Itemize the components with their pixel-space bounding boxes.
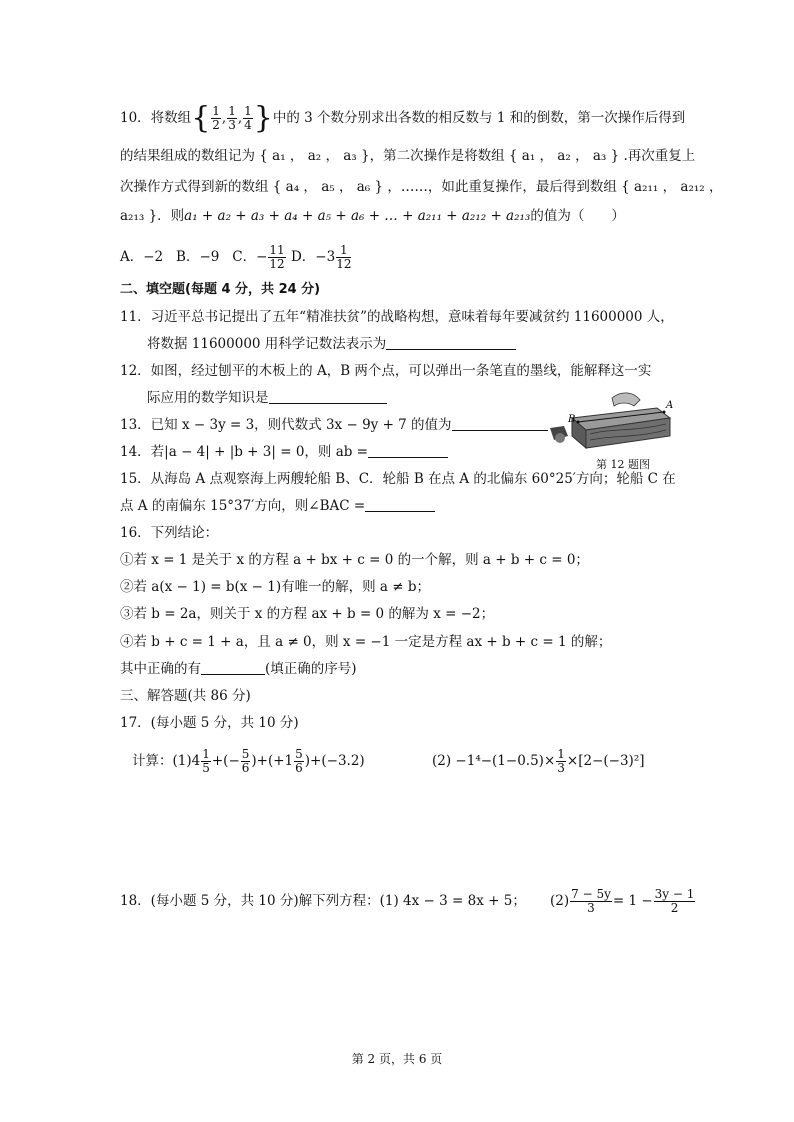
q10-text-post: 中的 3 个数分别求出各数的相反数与 1 和的倒数，第一次操作后得到 (272, 110, 686, 126)
brace-right: } (253, 100, 273, 136)
option-d: D．−3 $\frac{1}{12}$ (290, 243, 352, 271)
answer-blank[interactable] (365, 497, 435, 512)
q16-statement-2: ②若 a(x − 1) = b(x − 1)有唯一的解，则 a ≠ b； (120, 579, 431, 595)
answer-blank[interactable] (452, 416, 548, 431)
q10-line4: a₂₁₃ }．则a₁ + a₂ + a₃ + a₄ + a₅ + a₆ + … + a₂₁₁ + a₂₁₂ + a₂₁₃的值为（ ） (120, 208, 625, 224)
option-b: B．−9 (176, 249, 220, 265)
q12-line2: 际应用的数学知识是 (147, 388, 387, 408)
q13-line: 13．已知 x − 3y = 3，则代数式 3x − 9y + 7 的值为 (120, 415, 548, 435)
answer-blank[interactable] (201, 660, 265, 675)
q18-heading: 18．(每小题 5 分，共 10 分)解下列方程：(1) 4x − 3 = 8x + 5； (120, 893, 526, 909)
q17-part1: 计算：(1)4 $\frac{1}{5}$ +(− $\frac{5}{6}$ )+(+1 $\frac{5}{6}$ )+(−3.2) (132, 747, 365, 775)
q11-line2: 将数据 11600000 用科学记数法表示为 (147, 334, 516, 354)
option-c: C．− $\frac{11}{12}$ (232, 243, 285, 271)
wood-board-illustration (542, 388, 674, 463)
q10-frac-2: $\frac{1}{3}$ (228, 104, 236, 132)
page-footer: 第 2 页，共 6 页 (351, 1052, 443, 1066)
q16-statement-4: ④若 b + c = 1 + a，且 a ≠ 0，则 x = −1 一定是方程 ax + b + c = 1 的解； (120, 634, 612, 650)
q16-statement-1: ①若 x = 1 是关于 x 的方程 a + bx + c = 0 的一个解，则 a + b + c = 0； (120, 552, 589, 568)
brace-left: { (191, 100, 211, 136)
q12-figure-caption: 第 12 题图 (596, 458, 650, 471)
q10-frac-1: $\frac{1}{2}$ (212, 104, 220, 132)
fig-label-b: B (568, 414, 576, 425)
q17-part2: (2) −1⁴−(1−0.5)× $\frac{1}{3}$ ×[2−(−3)²] (432, 747, 645, 775)
q10-options (120, 244, 352, 271)
q10-text: 10．将数组 (120, 110, 192, 126)
q14-line: 14．若|a − 4| + |b + 3| = 0，则 ab = (120, 442, 448, 462)
section-3-heading: 三、解答题(共 86 分) (120, 688, 251, 704)
q16-answer: 其中正确的有 (填正确的序号) (120, 661, 357, 677)
q16-statement-3: ③若 b = 2a，则关于 x 的方程 ax + b = 0 的解为 x = −2； (120, 606, 495, 622)
q10-line3: 次操作方式得到新的数组 { a₄ ， a₅ ， a₆ } ，……，如此重复操作，最后得到数组 { a₂₁₁ ， a₂₁₂ ， (120, 179, 723, 195)
q16-intro: 16．下列结论： (120, 525, 219, 541)
option-a: A．−2 (120, 249, 164, 265)
q11-line1: 11．习近平总书记提出了五年“精准扶贫”的战略构想，意味着每年要减贫约 11600000 人， (120, 309, 674, 325)
q10-line1: 10．将数组{ $\frac{1}{2}$ , $\frac{1}{3}$ , $\frac{1}{4}$ }中的 3 个数分别求出各数的相反数与 1 和的倒数，第一次操作后得到 (120, 100, 686, 136)
section-2-heading: 二、填空题(每题 4 分，共 24 分) (120, 282, 321, 297)
q10-line2: 的结果组成的数组记为 { a₁ ， a₂ ， a₃ }，第二次操作是将数组 { a₁ ， a₂ ， a₃ } .再次重复上 (120, 148, 696, 164)
q12-line1: 12．如图，经过刨平的木板上的 A，B 两个点，可以弹出一条笔直的墨线，能解释这一实 (120, 363, 652, 379)
q18-part2: (2) $\frac{7 - 5y}{3}$ = 1 − $\frac{3y - 1}{2}$ (550, 887, 695, 915)
answer-blank[interactable] (386, 335, 516, 350)
answer-blank[interactable] (269, 389, 387, 404)
q10-frac-3: $\frac{1}{4}$ (244, 104, 252, 132)
fig-label-a: A (666, 400, 674, 411)
answer-blank[interactable] (368, 443, 448, 458)
q15-line2: 点 A 的南偏东 15°37′方向，则∠BAC = (120, 496, 435, 516)
q10-sum-expression: a₁ + a₂ + a₃ + a₄ + a₅ + a₆ + … + a₂₁₁ + a₂₁₂ + a₂₁₃ (184, 208, 531, 224)
q17-heading: 17．(每小题 5 分，共 10 分) (120, 715, 299, 731)
q15-line1: 15．从海岛 A 点观察海上两艘轮船 B、C．轮船 B 在点 A 的北偏东 60°25′方向；轮船 C 在 (120, 471, 676, 487)
q12-figure (542, 388, 674, 463)
